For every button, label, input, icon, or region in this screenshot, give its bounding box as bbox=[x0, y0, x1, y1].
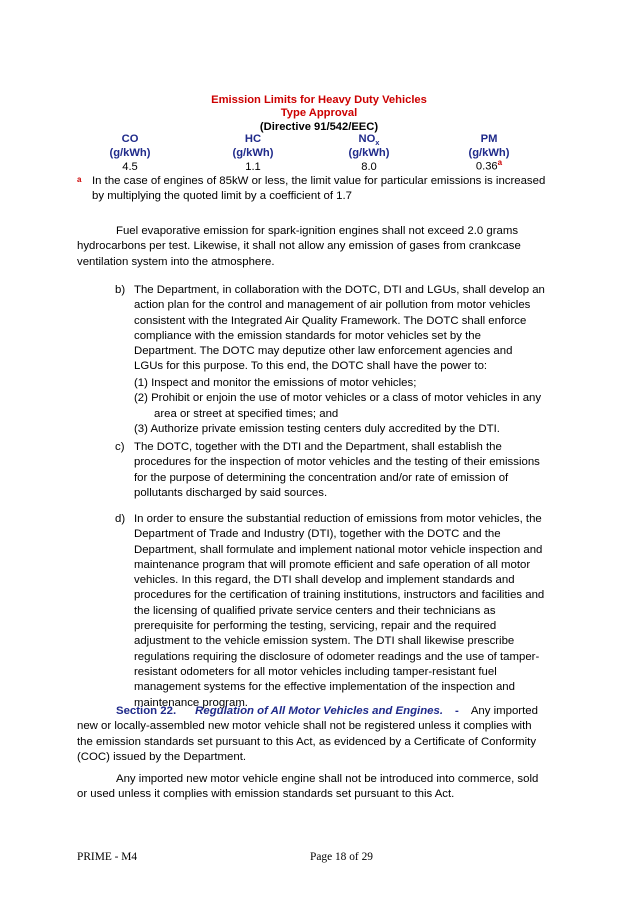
value-hc: 1.1 bbox=[245, 161, 261, 173]
section-22-paragraph bbox=[77, 704, 567, 765]
item-line: action plan for the control and management of air pollution from motor vehicles bbox=[134, 299, 531, 312]
value-pm: 0.36$^a$ bbox=[475, 158, 503, 173]
list-label: d) bbox=[115, 513, 126, 525]
paragraph-line: the emission standards set pursuant to this Act, as evidenced by a Certificate of Conformity bbox=[77, 735, 537, 748]
section-first-tail: Any imported bbox=[470, 705, 538, 717]
item-line: the licensing of qualified private service centers and their technicians as bbox=[134, 604, 496, 617]
list-label: b) bbox=[115, 284, 126, 296]
column-header-hc: HC bbox=[244, 133, 262, 145]
paragraph-line: Any imported new motor vehicle engine shall not be introduced into commerce, sold bbox=[116, 773, 539, 785]
item-line: procedures for the inspection of motor vehicles and the testing of their emissions bbox=[134, 456, 540, 469]
section-number: Section 22. bbox=[116, 705, 177, 717]
power-item-2: (2) Prohibit or enjoin the use of motor vehicles or a class of motor vehicles in any bbox=[134, 392, 542, 405]
item-line: maintenance program that will promote efficient and safe operation of all motor bbox=[134, 558, 531, 571]
item-line: adjustment to the vehicle emission system. The DTI shall likewise prescribe bbox=[134, 635, 515, 648]
item-line: procedures for the certification of training institutions, instructors and facilities and bbox=[134, 589, 545, 602]
footnote-marker: a bbox=[77, 175, 82, 184]
item-line: resistant odometers for all motor vehicles including tamper-resistant fuel bbox=[134, 665, 497, 678]
table-subtitle: Type Approval bbox=[280, 107, 358, 119]
paragraph-line: Fuel evaporative emission for spark-ignition engines shall not exceed 2.0 grams bbox=[116, 225, 519, 237]
item-line: maintenance program. bbox=[134, 696, 248, 709]
footnote-line-1: In the case of engines of 85kW or less, the limit value for particular emissions is increased bbox=[92, 175, 546, 187]
paragraph-line: or used unless it complies with emission standards set pursuant to this Act. bbox=[77, 788, 455, 801]
paragraph-line: hydrocarbons per test. Likewise, it shall not allow any emission of gases from crankcase bbox=[77, 240, 521, 253]
list-label: c) bbox=[115, 441, 125, 453]
item-line: The DOTC, together with the DTI and the Department, shall establish the bbox=[134, 441, 502, 453]
unit-co: (g/kWh) bbox=[109, 147, 151, 159]
item-line: In order to ensure the substantial reduction of emissions from motor vehicles, the bbox=[134, 513, 542, 525]
item-line: The Department, in collaboration with the DOTC, DTI and LGUs, shall develop an bbox=[134, 284, 545, 296]
item-line: regulations requiring the disclosure of odometer readings and the use of tamper- bbox=[134, 650, 540, 663]
value-nox: 8.0 bbox=[361, 161, 377, 173]
item-line: compliance with the emission standards for motor vehicles set by the bbox=[134, 329, 481, 342]
item-line: management systems for the effective implementation of the inspection and bbox=[134, 681, 515, 694]
power-item-1: (1) Inspect and monitor the emissions of motor vehicles; bbox=[134, 377, 417, 389]
column-header-nox: $NO_x$ bbox=[358, 133, 380, 148]
column-header-co: CO bbox=[121, 133, 139, 145]
table-title: Emission Limits for Heavy Duty Vehicles bbox=[211, 94, 427, 106]
engine-paragraph bbox=[77, 772, 567, 803]
section-dash: - bbox=[455, 705, 459, 717]
paragraph-line: new or locally-assembled new motor vehicle shall not be registered unless it complies with bbox=[77, 720, 532, 733]
page-number: Page 18 of 29 bbox=[310, 851, 373, 863]
footnote-line-2: by multiplying the quoted limit by a coefficient of 1.7 bbox=[92, 190, 353, 202]
section-heading: Regulation of All Motor Vehicles and Engines. bbox=[195, 705, 444, 717]
item-line: consistent with the Integrated Air Quality Framework. The DOTC shall enforce bbox=[134, 314, 527, 327]
power-item-2-continued: area or street at specified times; and bbox=[154, 407, 339, 420]
section-22-first-line bbox=[77, 704, 567, 719]
footer-left: PRIME - M4 bbox=[77, 851, 138, 863]
item-line: LGUs for this purpose. To this end, the DOTC shall have the power to: bbox=[134, 360, 488, 373]
paragraph-line: (COC) issued by the Department. bbox=[77, 750, 247, 763]
unit-hc: (g/kWh) bbox=[232, 147, 274, 159]
item-line: for the purpose of determining the concentration and/or rate of emission of bbox=[134, 471, 509, 484]
unit-pm: (g/kWh) bbox=[468, 147, 510, 159]
power-list bbox=[134, 376, 541, 437]
paragraph-line: ventilation system into the atmosphere. bbox=[77, 255, 275, 268]
directive-label: (Directive 91/542/EEC) bbox=[259, 121, 379, 133]
power-item-3: (3) Authorize private emission testing centers duly accredited by the DTI. bbox=[134, 422, 500, 435]
item-line: Department, shall formulate and implement national motor vehicle inspection and bbox=[134, 543, 543, 556]
unit-nox: (g/kWh) bbox=[348, 147, 390, 159]
item-line: Department. The DOTC may deputize other law enforcement agencies and bbox=[134, 345, 513, 358]
item-line: prerequisite for performing the testing, servicing, repair and the required bbox=[134, 620, 497, 633]
item-line: pollutants discharged by said sources. bbox=[134, 486, 328, 499]
fuel-emission-paragraph bbox=[77, 224, 567, 270]
item-line: Department of Trade and Industry (DTI), together with the DOTC and the bbox=[134, 528, 501, 541]
value-co: 4.5 bbox=[122, 161, 138, 173]
column-header-pm: PM bbox=[480, 133, 498, 145]
item-line: vehicles. In this regard, the DTI shall develop and implement standards and bbox=[134, 574, 515, 587]
